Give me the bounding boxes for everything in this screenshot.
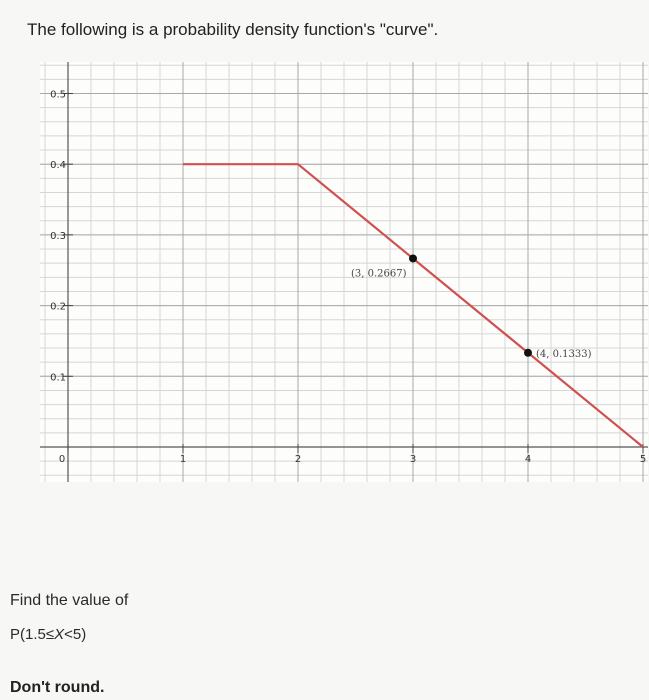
- data-point: [409, 254, 417, 262]
- question-text: The following is a probability density function's "curve".: [27, 20, 439, 39]
- x-tick-label: 2: [294, 454, 302, 465]
- data-point: [524, 349, 532, 357]
- dont-round-note: Don't round.: [10, 679, 105, 696]
- probability-expression: [10, 626, 86, 643]
- x-tick-label: 0: [58, 454, 66, 465]
- x-tick-label: 1: [179, 454, 187, 465]
- x-tick-label: 5: [639, 454, 647, 465]
- y-tick-label: 0.1: [50, 372, 66, 384]
- prob-var: X: [54, 626, 65, 643]
- point-label: (4, 0.1333): [536, 348, 592, 360]
- find-text: Find the value of: [10, 592, 129, 609]
- y-tick-label: 0.3: [50, 230, 66, 242]
- prob-prefix: P(1.5: [10, 626, 46, 643]
- y-tick-label: 0.4: [50, 160, 66, 172]
- prob-le: ≤: [45, 626, 55, 643]
- prob-lt: <: [64, 626, 73, 643]
- y-tick-label: 0.5: [50, 89, 66, 101]
- x-tick-label: 4: [524, 454, 532, 465]
- y-tick-label: 0.2: [50, 301, 66, 313]
- point-label: (3, 0.2667): [351, 268, 407, 280]
- prob-suffix: 5): [72, 626, 87, 643]
- x-tick-label: 3: [409, 454, 417, 465]
